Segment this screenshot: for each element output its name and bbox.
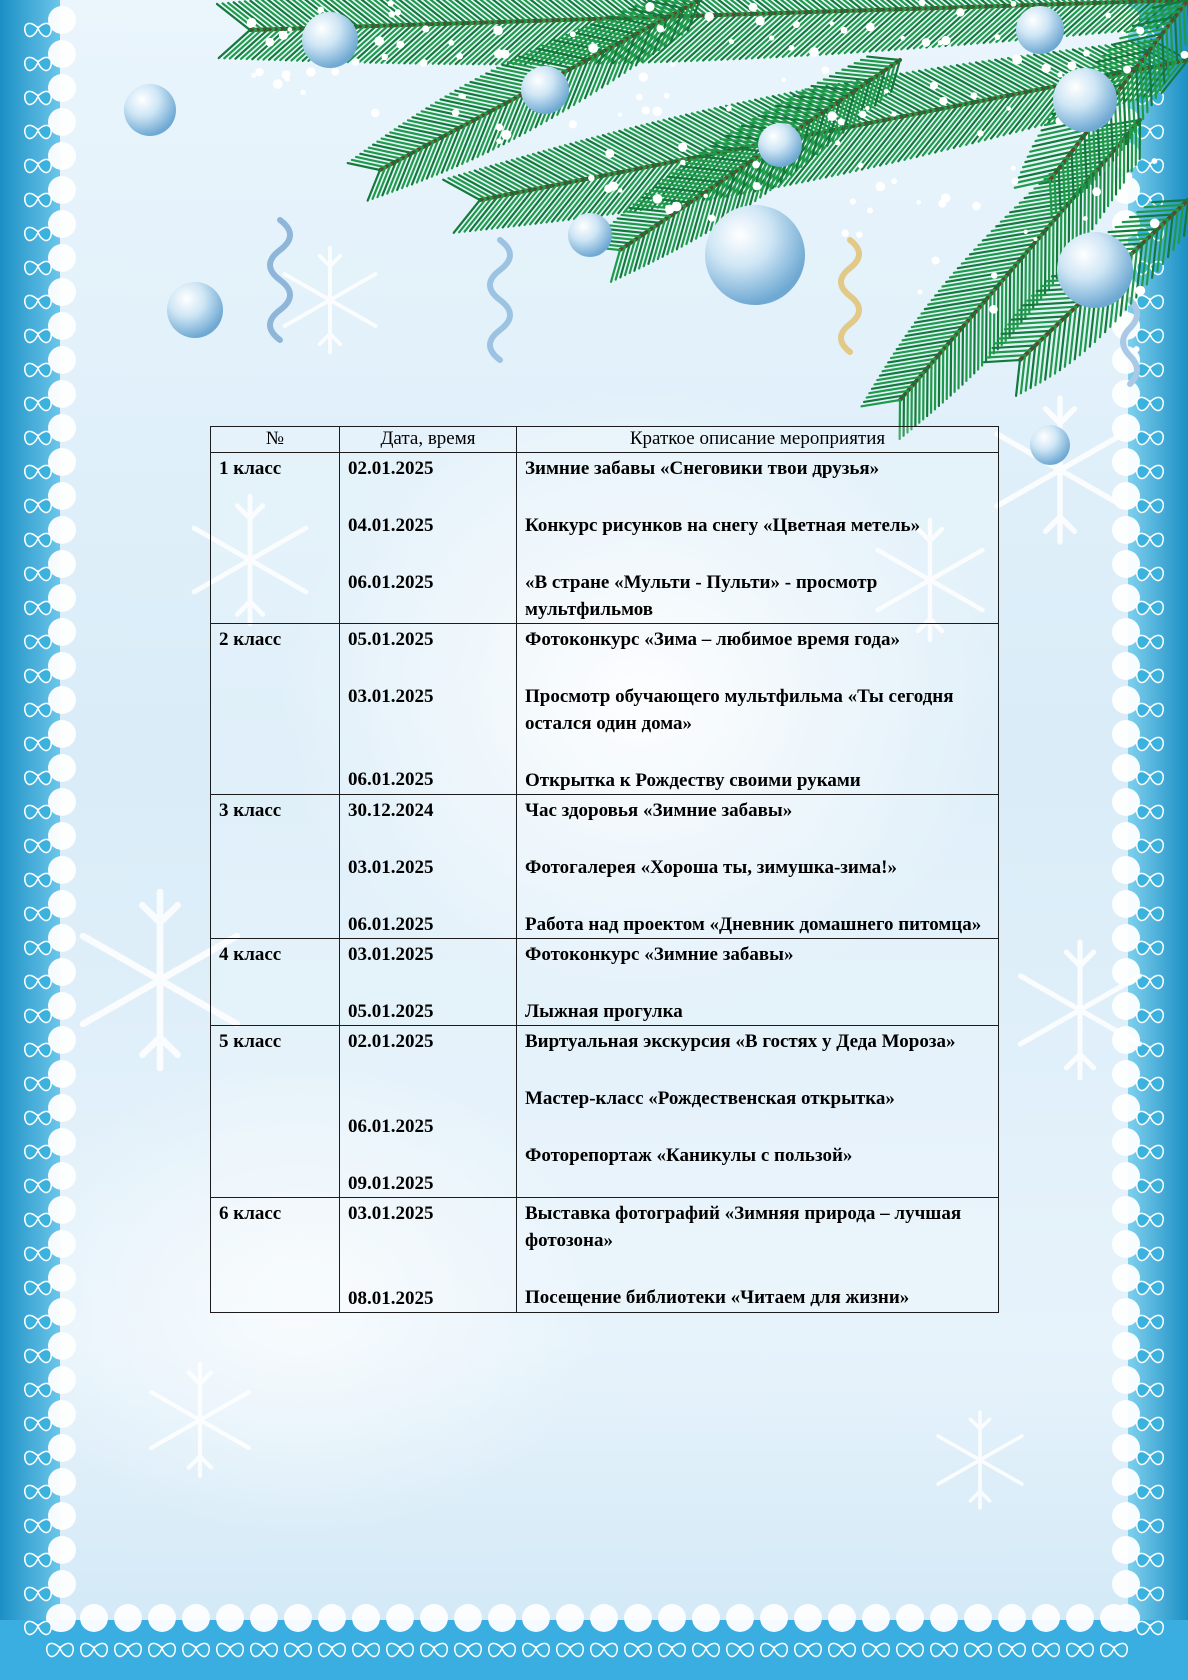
date-cell [340, 624, 517, 795]
event-description: Фотогалерея «Хороша ты, зимушка-зима!» [525, 857, 898, 878]
class-cell: 5 класс [211, 1026, 340, 1198]
event-date: 02.01.2025 [348, 458, 434, 479]
class-cell: 3 класс [211, 795, 340, 939]
date-cell [340, 1026, 517, 1198]
class-cell: 1 класс [211, 453, 340, 624]
event-date: 06.01.2025 [348, 1116, 434, 1137]
date-cell [340, 795, 517, 939]
event-date: 03.01.2025 [348, 686, 434, 707]
event-date: 03.01.2025 [348, 944, 434, 965]
event-description: Выставка фотографий «Зимняя природа – лучшая фотозона» [525, 1203, 962, 1251]
header-date-time: Дата, время [340, 427, 517, 453]
header-description: Краткое описание мероприятия [517, 427, 999, 453]
event-date: 06.01.2025 [348, 769, 434, 790]
date-cell [340, 453, 517, 624]
event-description: Работа над проектом «Дневник домашнего питомца» [525, 914, 982, 935]
description-cell [517, 453, 999, 624]
table-row [211, 795, 999, 939]
event-description: «В стране «Мульти - Пульти» - просмотр мультфильмов [525, 572, 878, 620]
table-row [211, 1026, 999, 1198]
table-row [211, 939, 999, 1026]
description-cell [517, 1026, 999, 1198]
pine-branch-icon [217, 0, 1188, 439]
event-date: 05.01.2025 [348, 629, 434, 650]
event-date: 30.12.2024 [348, 800, 434, 821]
event-description: Фоторепортаж «Каникулы с пользой» [525, 1145, 853, 1166]
description-cell [517, 795, 999, 939]
date-cell [340, 939, 517, 1026]
class-cell: 2 класс [211, 624, 340, 795]
event-date: 04.01.2025 [348, 515, 434, 536]
description-cell [517, 939, 999, 1026]
event-description: Час здоровья «Зимние забавы» [525, 800, 793, 821]
header-number: № [211, 427, 340, 453]
description-cell [517, 624, 999, 795]
table-header-row [211, 427, 999, 453]
event-description: Зимние забавы «Снеговики твои друзья» [525, 458, 880, 479]
table-row [211, 624, 999, 795]
event-date: 02.01.2025 [348, 1031, 434, 1052]
event-date: 03.01.2025 [348, 1203, 434, 1224]
event-date: 03.01.2025 [348, 857, 434, 878]
description-cell [517, 1198, 999, 1313]
event-date: 06.01.2025 [348, 914, 434, 935]
event-description: Мастер-класс «Рождественская открытка» [525, 1088, 895, 1109]
date-cell [340, 1198, 517, 1313]
event-description: Виртуальная экскурсия «В гостях у Деда Мороза» [525, 1031, 956, 1052]
event-description: Лыжная прогулка [525, 1001, 683, 1022]
event-description: Конкурс рисунков на снегу «Цветная метель» [525, 515, 921, 536]
class-cell: 6 класс [211, 1198, 340, 1313]
table-row [211, 453, 999, 624]
event-date: 08.01.2025 [348, 1288, 434, 1309]
events-schedule-table [210, 426, 999, 1313]
event-description: Фотоконкурс «Зима – любимое время года» [525, 629, 900, 650]
event-description: Фотоконкурс «Зимние забавы» [525, 944, 794, 965]
event-date: 05.01.2025 [348, 1001, 434, 1022]
event-description: Посещение библиотеки «Читаем для жизни» [525, 1287, 910, 1308]
event-description: Открытка к Рождеству своими руками [525, 770, 861, 791]
class-cell: 4 класс [211, 939, 340, 1026]
event-description: Просмотр обучающего мультфильма «Ты сегодня остался один дома» [525, 686, 954, 734]
event-date: 06.01.2025 [348, 572, 434, 593]
table-row [211, 1198, 999, 1313]
event-date: 09.01.2025 [348, 1173, 434, 1194]
